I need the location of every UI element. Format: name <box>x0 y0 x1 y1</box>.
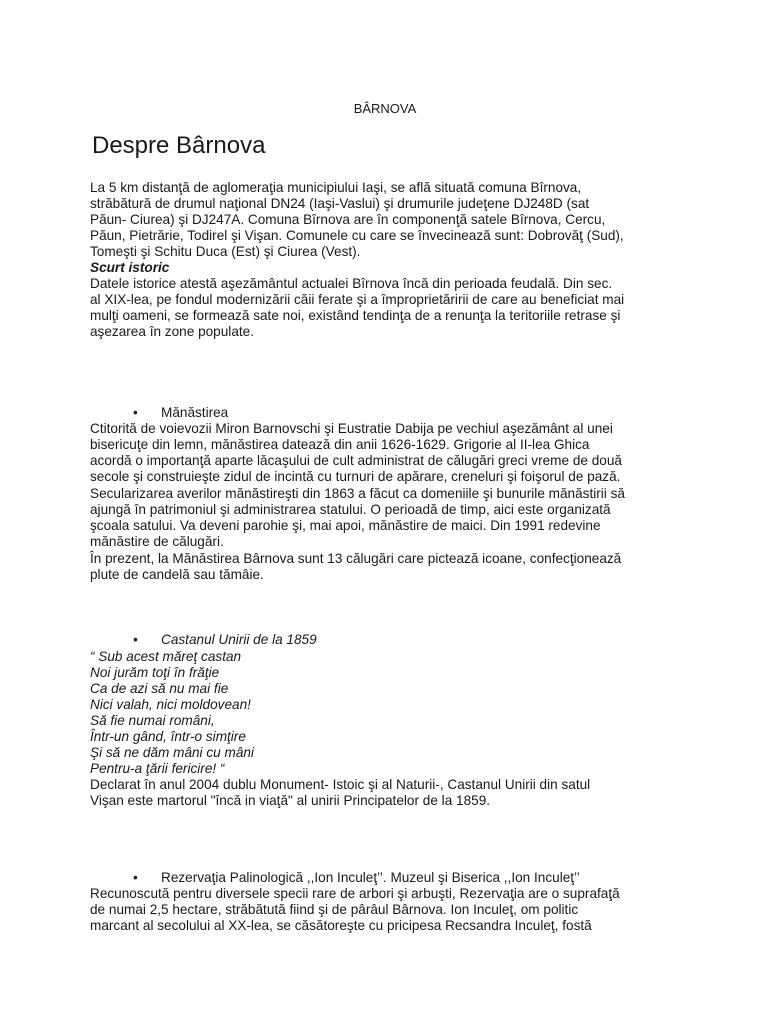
poem-line: Pentru-a ţării fericire! “ <box>90 761 225 776</box>
text-line: Păun, Pietrărie, Todirel şi Vişan. Comunele cu care se învecinează sunt: Dobrovăţ (Sud), <box>90 228 624 243</box>
text-line: mănăstire de călugări. <box>90 534 224 549</box>
text-line: aşezarea în zone populate. <box>90 324 255 339</box>
text-line: plute de candelă sau tămâie. <box>90 567 264 582</box>
poem-line: Noi jurăm toţi în frăţie <box>90 665 220 680</box>
text-line: ajungă în patrimoniul şi administrarea statului. O perioadă de timp, aici este organizată <box>90 502 611 517</box>
text-line: şcoala satului. Va deveni parohie şi, mai apoi, mănăstire de maici. Din 1991 redevine <box>90 518 601 533</box>
text-line: Recunoscută pentru diversele specii rare de arbori şi arbuşti, Rezervaţia are o suprafaţă <box>90 886 620 901</box>
text-line: bisericuţe din lemn, mănăstirea datează din anii 1626-1629. Grigorie al II-lea Ghica <box>90 437 590 452</box>
chestnut-bullet <box>133 632 317 648</box>
reserve-title: Rezervaţia Palinologică ,,Ion Inculeţ’’. Muzeul şi Biserica ,,Ion Inculeţ’’ <box>161 870 580 885</box>
text-line: mulţi oameni, se formează sate noi, existând tendinţa de a renunţa la teritoriile retrase şi <box>90 308 621 323</box>
poem-line: “ Sub acest măreţ castan <box>90 649 242 664</box>
text-line: Vişan este martorul "încă in viaţă" al unirii Principatelor de la 1859. <box>90 793 491 808</box>
text-line: Secularizarea averilor mănăstireşti din 1863 a făcut ca domeniile şi bunurile mănăstirii să <box>90 486 625 501</box>
bullet-icon: • <box>133 870 138 885</box>
monastery-title: Mănăstirea <box>161 405 229 420</box>
history-heading: Scurt istoric <box>90 260 170 275</box>
poem-line: Şi să ne dăm mâni cu mâni <box>90 745 254 760</box>
poem-line: Ca de azi să nu mai fie <box>90 681 229 696</box>
text-line: Păun- Ciurea) şi DJ247A. Comuna Bîrnova are în componenţă satele Bîrnova, Cercu, <box>90 212 606 227</box>
text-line: La 5 km distanţă de aglomeraţia municipiului Iaşi, se află situată comuna Bîrnova, <box>90 180 582 195</box>
text-line: de numai 2,5 hectare, străbătută fiind şi de pârâul Bârnova. Ion Inculeţ, om politic <box>90 902 579 917</box>
page-heading: Despre Bârnova <box>92 132 266 159</box>
poem-line: Să fie numai români, <box>90 713 215 728</box>
text-line: acordă o importanţă aparte lăcaşului de cult administrat de călugări greci vreme de două <box>90 453 622 468</box>
text-line: al XIX-lea, pe fondul modernizării căii ferate şi a împroprietăririi de care au beneficiat mai <box>90 292 625 307</box>
text-line: marcant al secolului al XX-lea, se căsătoreşte cu pricipesa Recsandra Inculeţ, fostă <box>90 918 592 933</box>
text-line: secole şi construieşte zidul de incintă cu turnuri de apărare, creneluri şi foişorul de pază. <box>90 469 621 484</box>
document-title: BÂRNOVA <box>353 101 417 116</box>
text-line: În prezent, la Mănăstirea Bârnova sunt 13 călugări care pictează icoane, confecţionează <box>90 551 622 566</box>
monastery-bullet <box>133 405 228 421</box>
bullet-icon: • <box>133 405 138 420</box>
chestnut-title: Castanul Unirii de la 1859 <box>161 632 317 647</box>
text-line: Datele istorice atestă aşezământul actualei Bîrnova încă din perioada feudală. Din sec. <box>90 276 613 291</box>
bullet-icon: • <box>133 632 138 647</box>
text-line: străbătură de drumul naţional DN24 (Iaşi-Vaslui) şi drumurile judeţene DJ248D (sat <box>90 196 590 211</box>
text-line: Declarat în anul 2004 dublu Monument- Istoic şi al Naturii-, Castanul Unirii din satul <box>90 777 591 792</box>
text-line: Ctitorită de voievozii Miron Barnovschi şi Eustratie Dabija pe vechiul aşezământ al unei <box>90 421 613 436</box>
reserve-bullet <box>133 870 580 886</box>
poem-line: Într-un gând, într-o simţire <box>90 729 246 744</box>
text-line: Tomeşti şi Schitu Duca (Est) şi Ciurea (Vest). <box>90 244 361 259</box>
poem-line: Nici valah, nici moldovean! <box>90 697 251 712</box>
